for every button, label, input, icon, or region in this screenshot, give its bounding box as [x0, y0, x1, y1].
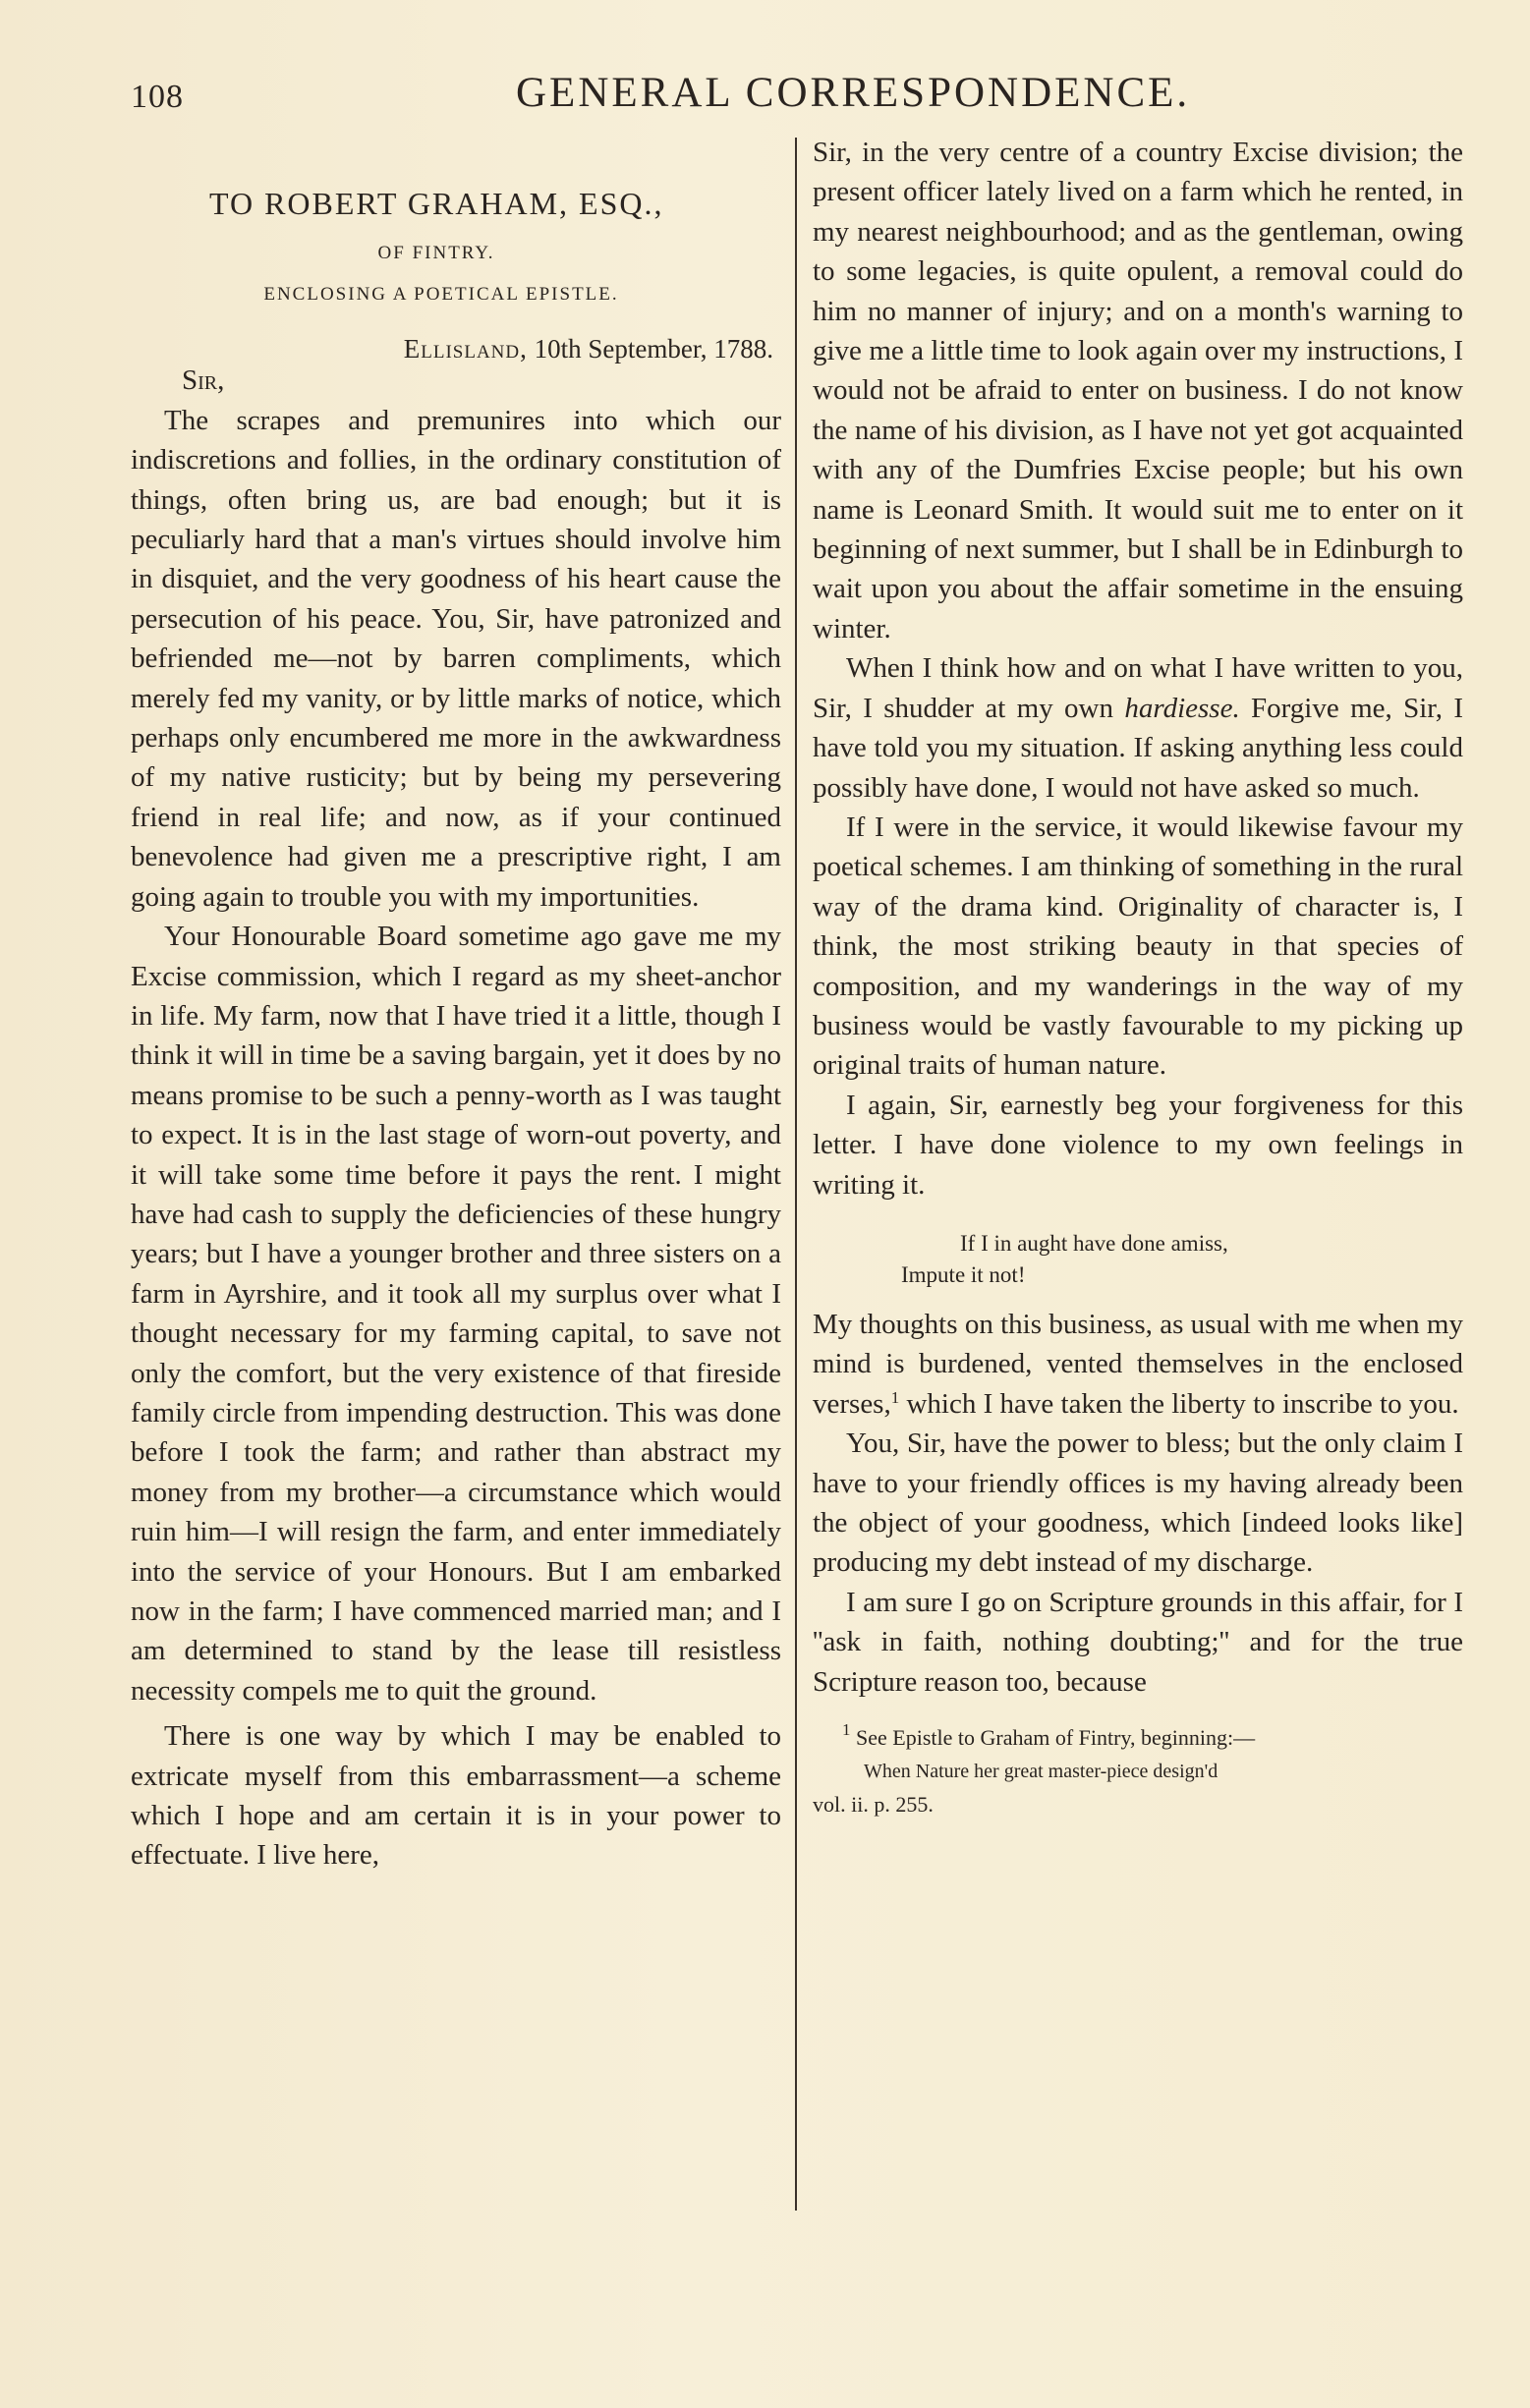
footnote — [813, 1721, 1463, 1821]
dateline-date: 10th September, 1788. — [534, 334, 773, 364]
left-paragraph-1: The scrapes and premunires into which our indiscretions and follies, in the ordinary constitution of things, often bring us, are bad enough; but it is peculiarly hard that a man's virtues should involve him in disquiet, and the very goodness of his heart cause the persecution of his peace. You, Sir, have patronized and befriended me—not by barren compliments, which merely fed my vanity, or by little marks of notice, which perhaps only encumbered me more in the awkwardness of my native rusticity; but by being my persevering friend in real life; and now, as if your continued benevolence had given me a prescriptive right, I am going again to trouble you with my importunities. — [131, 404, 781, 913]
page-number: 108 — [131, 79, 184, 115]
dateline-place: Ellisland, — [403, 334, 528, 364]
right-paragraph-2-start: When I think how and on what I have written to you, Sir, I shudder at my own — [813, 652, 1463, 724]
letter-salutation: Sir, — [182, 364, 225, 397]
right-paragraph-2-italic: hardiesse. — [1124, 692, 1240, 724]
right-paragraph-4: I again, Sir, earnestly beg your forgiveness for this letter. I have done violence to my own feelings in writing it. — [813, 1089, 1463, 1201]
running-head — [131, 69, 1467, 118]
right-paragraph-5-start: My thoughts on this business, as usual with me when my mind is burdened, vented themselves in the enclosed verses, — [813, 1308, 1463, 1420]
footnote-quoted-line: When Nature her great master-piece design'd — [864, 1761, 1218, 1783]
right-paragraph-7: I am sure I go on Scripture grounds in this affair, for I ''ask in faith, nothing doubting;'' and for the true Scripture reason too, because — [813, 1586, 1463, 1698]
running-head-title: GENERAL CORRESPONDENCE. — [516, 70, 1191, 116]
column-divider — [795, 138, 797, 2211]
letter-subhead-place: OF FINTRY. — [377, 243, 495, 263]
footnote-line-1 — [813, 1721, 1463, 1755]
verse-quote-line-1: If I in aught have done amiss, — [960, 1230, 1228, 1256]
verse-quote-line-2: Impute it not! — [901, 1261, 1026, 1287]
verse-quote — [813, 1228, 1463, 1291]
right-paragraph-3: If I were in the service, it would likewise favour my poetical schemes. I am thinking of something in the rural way of the drama kind. Originality of character is, I think, the most striking beauty in that species of composition, and my wanderings in the way of my business would be vastly favourable to my picking up original traits of human nature. — [813, 811, 1464, 1082]
letter-subhead-enclosing: ENCLOSING A POETICAL EPISTLE. — [263, 284, 619, 305]
right-column — [813, 133, 1463, 1821]
footnote-reference: 1 — [890, 1387, 900, 1407]
letter-addressee: TO ROBERT GRAHAM, ESQ., — [209, 186, 664, 221]
footnote-reference-volume: vol. ii. p. 255. — [813, 1792, 934, 1818]
left-column — [131, 133, 781, 1876]
right-paragraph-5 — [813, 1305, 1463, 1424]
footnote-marker: 1 — [842, 1720, 851, 1740]
left-paragraph-2: Your Honourable Board sometime ago gave me my Excise commission, which I regard as my sheet-anchor in life. My farm, now that I have tried it a little, though I think it will in time be a saving bargain, yet it does by no means promise to be such a penny-worth as I was taught to expect. It is in the last stage of worn-out poverty, and it will take some time before it pays the rent. I might have had cash to supply the deficiencies of these hungry years; but I have a younger brother and three sisters on a farm in Ayrshire, and it took all my surplus over what I thought necessary for my farming capital, to save not only the comfort, but the very existence of that fireside family circle from impending destruction. This was done before I took the farm; and rather than abstract my money from my brother—a circumstance which would ruin him—I will resign the farm, and enter immediately into the service of your Honours. But I am embarked now in the farm; I have commenced married man; and I am determined to stand by the lease till resistless necessity compels me to quit the ground. — [131, 921, 781, 1707]
right-paragraph-6: You, Sir, have the power to bless; but the only claim I have to your friendly offices is my having already been the object of your goodness, which [indeed looks like] producing my debt instead of my discharge. — [813, 1428, 1463, 1579]
right-paragraph-1: Sir, in the very centre of a country Excise division; the present officer lately lived on a farm which he rented, in my nearest neighbourhood; and as the gentleman, owing to some legacies, is quite opulent, a removal could do him no manner of injury; and on a month's warning to give me a little time to look again over my instructions, I would not be afraid to enter on business. I do not know the name of his division, as I have not yet got acquainted with any of the Dumfries Excise people; but his own name is Leonard Smith. It would suit me to enter on it beginning of next summer, but I shall be in Edinburgh to wait upon you about the affair sometime in the ensuing winter. — [813, 137, 1463, 644]
footnote-text: See Epistle to Graham of Fintry, beginning:— — [856, 1725, 1256, 1751]
right-paragraph-5-end: which I have taken the liberty to inscribe to you. — [906, 1387, 1459, 1420]
right-paragraph-2-end: Forgive me, Sir, I have told you my situation. If asking anything less could possibly have done, I would not have asked so much. — [813, 692, 1464, 804]
left-paragraph-3: There is one way by which I may be enabled to extricate myself from this embarrassment—a scheme which I hope and am certain it is in your power to effectuate. I live here, — [131, 1720, 781, 1872]
right-paragraph-2 — [813, 648, 1463, 808]
